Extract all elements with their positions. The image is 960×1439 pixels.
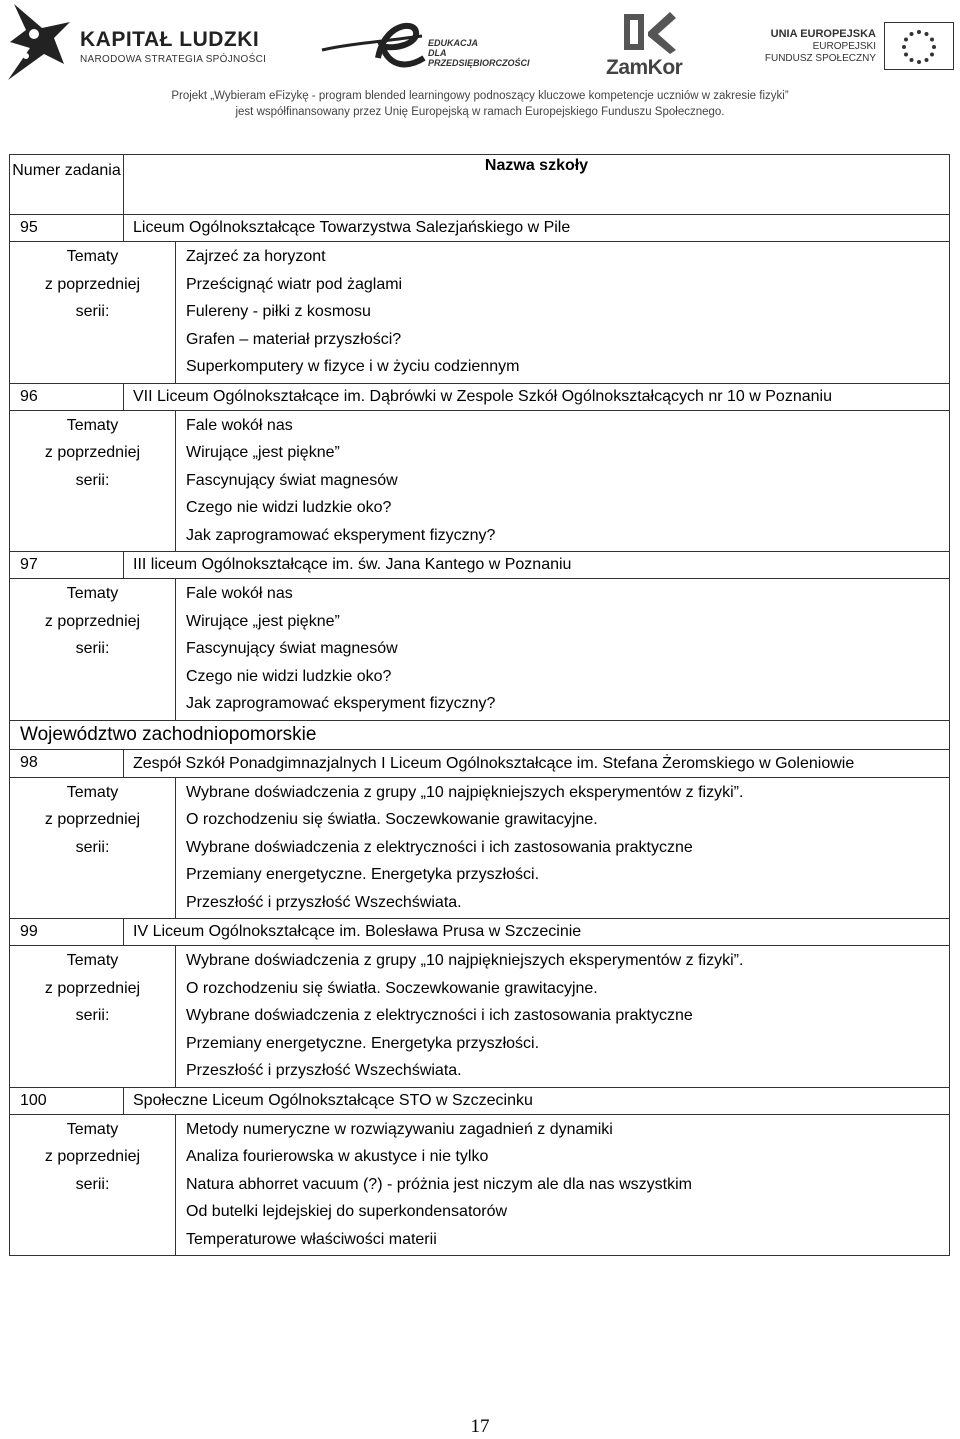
topics-label-line: serii: xyxy=(75,1007,110,1024)
school-name: Społeczne Liceum Ogólnokształcące STO w Szczecinku xyxy=(124,1087,950,1114)
topics-label-line: serii: xyxy=(75,838,110,856)
topics-row xyxy=(10,242,950,384)
school-name: IV Liceum Ogólnokształcące im. Bolesława Prusa w Szczecinie xyxy=(124,919,950,946)
eu-flag-icon xyxy=(884,22,954,70)
header-school-name: Nazwa szkoły xyxy=(124,155,950,215)
topics-label-line: z poprzedniej xyxy=(44,811,141,828)
page-number: 17 xyxy=(470,1416,490,1437)
topic-item: Przeszłość i przyszłość Wszechświata. xyxy=(186,893,462,911)
topics-row xyxy=(10,1114,950,1256)
ue-logo xyxy=(700,22,960,82)
topics-label xyxy=(10,579,176,721)
topic-item: Wirujące „jest piękne” xyxy=(186,612,340,630)
topic-item: Metody numeryczne w rozwiązywaniu zagadnień z dynamiki xyxy=(186,1120,613,1138)
kapital-ludzki-emblem-icon xyxy=(4,2,74,82)
edukacja-text xyxy=(428,38,530,68)
topic-item: Analiza fourierowska w akustyce i nie tylko xyxy=(186,1148,489,1165)
school-name: III liceum Ogólnokształcące im. św. Jana Kantego w Poznaniu xyxy=(124,552,950,579)
topic-item: Zajrzeć za horyzont xyxy=(186,248,326,265)
topics-label-line: serii: xyxy=(75,640,110,657)
topics-label-line: serii: xyxy=(75,1175,110,1193)
task-number: 95 xyxy=(10,215,124,242)
ue-text xyxy=(700,28,876,65)
topics-label-line: z poprzedniej xyxy=(44,444,141,461)
edu-line-3: PRZEDSIĘBIORCZOŚCI xyxy=(428,58,530,68)
topic-item: Czego nie widzi ludzkie oko? xyxy=(186,499,392,516)
topic-item: Fulereny - piłki z kosmosu xyxy=(186,303,371,320)
topic-item: Przemiany energetyczne. Energetyka przyszłości. xyxy=(186,1034,540,1052)
topic-item: O rozchodzeniu się światła. Soczewkowanie grawitacyjne. xyxy=(186,979,598,997)
zamkor-text: ZamKor xyxy=(606,56,683,79)
kapital-ludzki-logo xyxy=(4,2,267,82)
topic-item: Grafen – materiał przyszłości? xyxy=(186,330,402,348)
topics-list xyxy=(176,946,950,1088)
topic-item: Czego nie widzi ludzkie oko? xyxy=(186,667,392,685)
task-number: 97 xyxy=(10,552,124,579)
topics-label-line: Tematy xyxy=(66,585,119,602)
topic-item: Wybrane doświadczenia z elektryczności i ich zastosowania praktyczne xyxy=(186,1007,693,1024)
topic-item: Przeszłość i przyszłość Wszechświata. xyxy=(186,1062,462,1079)
table-row xyxy=(10,383,950,410)
school-name: Zespół Szkół Ponadgimnazjalnych I Liceum Ogólnokształcące im. Stefana Żeromskiego w Goleniowie xyxy=(124,749,950,777)
topics-list xyxy=(176,242,950,384)
topic-item: Temperaturowe właściwości materii xyxy=(186,1230,437,1248)
topics-label-line: z poprzedniej xyxy=(44,275,141,293)
topics-label-line: Tematy xyxy=(66,783,119,801)
topic-item: Fale wokół nas xyxy=(186,416,293,434)
task-number: 96 xyxy=(10,383,124,410)
table-row xyxy=(10,1087,950,1114)
logo-row xyxy=(0,0,960,86)
table-row xyxy=(10,552,950,579)
topics-label-line: Tematy xyxy=(66,248,119,265)
region-row xyxy=(10,720,950,749)
task-number: 100 xyxy=(10,1087,124,1114)
topics-label-line: Tematy xyxy=(66,416,119,434)
topic-item: Fascynujący świat magnesów xyxy=(186,640,398,657)
kapital-ludzki-title: KAPITAŁ LUDZKI xyxy=(80,28,260,51)
zamkor-logo xyxy=(604,10,694,82)
topics-list xyxy=(176,1114,950,1256)
edukacja-logo xyxy=(318,6,538,82)
topic-item: Wybrane doświadczenia z grupy „10 najpiękniejszych eksperymentów z fizyki”. xyxy=(186,952,744,969)
school-name: Liceum Ogólnokształcące Towarzystwa Salezjańskiego w Pile xyxy=(124,215,950,242)
edu-line-1: EDUKACJA xyxy=(428,38,479,48)
project-banner xyxy=(0,88,960,120)
topics-list xyxy=(176,579,950,721)
topics-label-line: serii: xyxy=(75,471,110,489)
table-row xyxy=(10,215,950,242)
ue-line-2: EUROPEJSKI xyxy=(812,41,876,52)
topic-item: Fascynujący świat magnesów xyxy=(186,471,398,489)
topics-row xyxy=(10,579,950,721)
table-row xyxy=(10,749,950,777)
project-line-1: Projekt „Wybieram eFizykę - program blended learningowy podnoszący kluczowe kompetencje uczniów w zakresie fizyki” xyxy=(171,90,789,102)
table-row xyxy=(10,919,950,946)
topics-label xyxy=(10,777,176,919)
topics-list xyxy=(176,410,950,552)
topics-row xyxy=(10,410,950,552)
topics-label-line: z poprzedniej xyxy=(44,612,141,630)
topics-label xyxy=(10,1114,176,1256)
topics-label xyxy=(10,242,176,384)
topics-label xyxy=(10,946,176,1088)
ue-line-3: FUNDUSZ SPOŁECZNY xyxy=(764,53,876,64)
topic-item: Fale wokół nas xyxy=(186,585,293,602)
topic-item: Od butelki lejdejskiej do superkondensatorów xyxy=(186,1203,508,1220)
task-number: 98 xyxy=(10,749,124,777)
topics-label xyxy=(10,410,176,552)
zamkor-emblem-icon xyxy=(618,10,678,54)
topic-item: Natura abhorret vacuum (?) - próżnia jest niczym ale dla nas wszystkim xyxy=(186,1175,692,1193)
topics-label-line: z poprzedniej xyxy=(44,1148,141,1165)
topics-label-line: serii: xyxy=(75,303,110,320)
topics-label-line: Tematy xyxy=(66,1120,119,1138)
topic-item: Wirujące „jest piękne” xyxy=(186,444,340,461)
edukacja-swoosh-icon xyxy=(318,6,428,82)
topics-row xyxy=(10,777,950,919)
topics-row xyxy=(10,946,950,1088)
schools-table xyxy=(9,154,950,1256)
edu-line-2: DLA xyxy=(428,48,447,58)
page-header xyxy=(0,0,960,130)
topic-item: Prześcignąć wiatr pod żaglami xyxy=(186,275,403,293)
topics-label-line: z poprzedniej xyxy=(44,979,141,997)
topics-list xyxy=(176,777,950,919)
school-name: VII Liceum Ogólnokształcące im. Dąbrówki w Zespole Szkół Ogólnokształcących nr 10 w Poznaniu xyxy=(124,383,950,410)
region-heading: Województwo zachodniopomorskie xyxy=(10,720,950,749)
topic-item: Superkomputery w fizyce i w życiu codziennym xyxy=(186,358,520,375)
ue-line-1: UNIA EUROPEJSKA xyxy=(770,28,876,40)
topics-label-line: Tematy xyxy=(66,952,119,969)
header-number: Numer zadania xyxy=(10,155,124,215)
topic-item: Wybrane doświadczenia z grupy „10 najpiękniejszych eksperymentów z fizyki”. xyxy=(186,783,744,801)
topic-item: Jak zaprogramować eksperyment fizyczny? xyxy=(186,695,496,712)
topic-item: Wybrane doświadczenia z elektryczności i ich zastosowania praktyczne xyxy=(186,838,693,856)
eu-stars-icon xyxy=(885,23,953,69)
project-line-2: jest współfinansowany przez Unię Europejską w ramach Europejskiego Funduszu Społecznego. xyxy=(235,106,725,118)
topic-item: Jak zaprogramować eksperyment fizyczny? xyxy=(186,526,496,544)
kapital-ludzki-subtitle: NARODOWA STRATEGIA SPÓJNOŚCI xyxy=(80,54,267,65)
table-header-row xyxy=(10,155,950,215)
topic-item: Przemiany energetyczne. Energetyka przyszłości. xyxy=(186,866,540,883)
task-number: 99 xyxy=(10,919,124,946)
topic-item: O rozchodzeniu się światła. Soczewkowanie grawitacyjne. xyxy=(186,811,598,828)
